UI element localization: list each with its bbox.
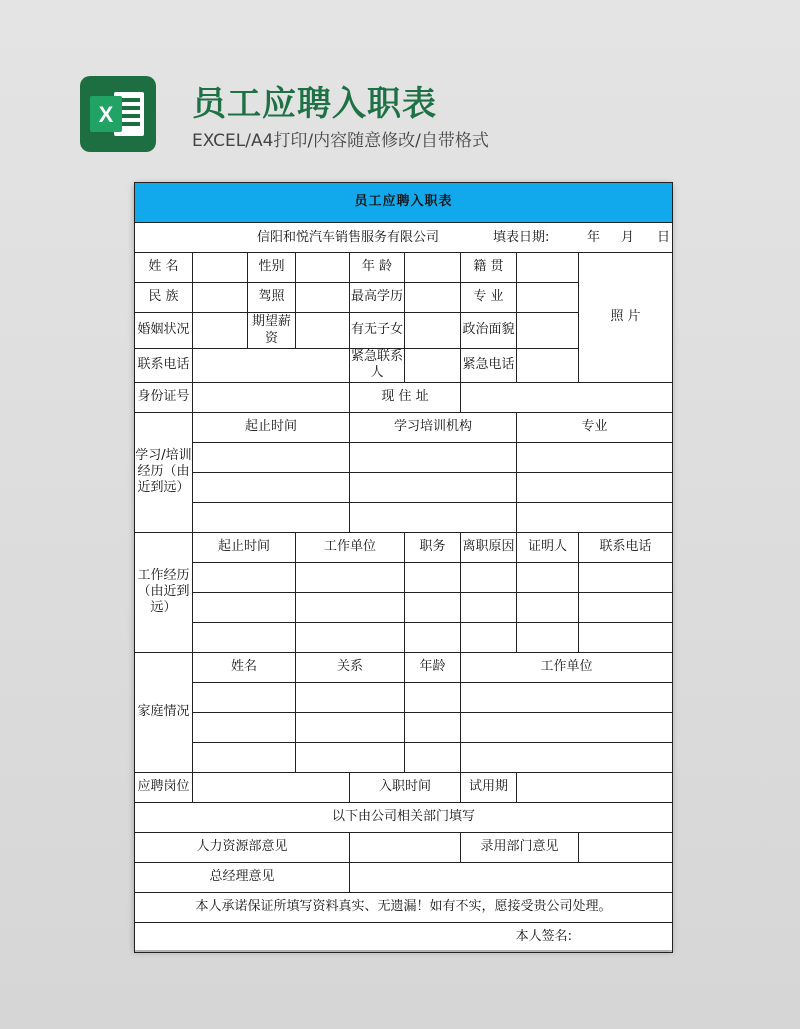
family-cell[interactable] — [461, 682, 673, 712]
field-hr-opinion[interactable] — [350, 832, 461, 862]
family-cell[interactable] — [461, 742, 673, 772]
field-id-number[interactable] — [193, 382, 350, 412]
field-marital[interactable] — [193, 313, 248, 349]
study-cell[interactable] — [350, 502, 517, 532]
family-cell[interactable] — [405, 682, 461, 712]
study-header-period: 起止时间 — [193, 412, 350, 442]
study-header-institution: 学习培训机构 — [350, 412, 517, 442]
work-cell[interactable] — [296, 622, 405, 652]
label-gm-opinion: 总经理意见 — [135, 862, 350, 892]
company-name: 信阳和悦汽车销售服务有限公司 — [257, 229, 440, 245]
form-sheet — [134, 182, 672, 950]
date-year: 年 — [587, 229, 601, 245]
label-id-number: 身份证号 — [135, 382, 193, 412]
page-header — [80, 72, 780, 162]
photo-box[interactable]: 照 片 — [579, 253, 673, 383]
dept-note: 以下由公司相关部门填写 — [135, 802, 673, 832]
field-probation[interactable] — [517, 772, 673, 802]
label-name: 姓 名 — [135, 253, 193, 283]
study-cell[interactable] — [517, 442, 673, 472]
work-cell[interactable] — [405, 562, 461, 592]
family-cell[interactable] — [193, 742, 296, 772]
field-gm-opinion[interactable] — [350, 862, 673, 892]
work-cell[interactable] — [461, 562, 517, 592]
signature-row[interactable] — [135, 922, 673, 952]
field-name[interactable] — [193, 253, 248, 283]
work-header-phone: 联系电话 — [579, 532, 673, 562]
label-entry-time: 入职时间 — [350, 772, 461, 802]
family-cell[interactable] — [296, 682, 405, 712]
field-political[interactable] — [517, 313, 579, 349]
family-header-age: 年龄 — [405, 652, 461, 682]
work-cell[interactable] — [517, 622, 579, 652]
family-cell[interactable] — [405, 712, 461, 742]
work-cell[interactable] — [193, 592, 296, 622]
family-header-employer: 工作单位 — [461, 652, 673, 682]
study-cell[interactable] — [193, 472, 350, 502]
label-marital: 婚姻状况 — [135, 313, 193, 349]
work-cell[interactable] — [193, 562, 296, 592]
field-age[interactable] — [405, 253, 461, 283]
study-header-major: 专业 — [517, 412, 673, 442]
label-political: 政治面貌 — [461, 313, 517, 349]
work-cell[interactable] — [517, 592, 579, 622]
excel-icon — [80, 76, 156, 152]
label-origin: 籍 贯 — [461, 253, 517, 283]
study-cell[interactable] — [517, 472, 673, 502]
label-ethnicity: 民 族 — [135, 283, 193, 313]
field-hiring-dept-opinion[interactable] — [579, 832, 673, 862]
signature-label: 本人签名: — [515, 929, 573, 944]
label-age: 年 龄 — [350, 253, 405, 283]
study-cell[interactable] — [193, 502, 350, 532]
study-history-label: 学习/培训经历（由近到远） — [135, 412, 193, 532]
work-cell[interactable] — [405, 622, 461, 652]
work-cell[interactable] — [517, 562, 579, 592]
label-phone: 联系电话 — [135, 349, 193, 383]
family-cell[interactable] — [193, 682, 296, 712]
label-hr-opinion: 人力资源部意见 — [135, 832, 350, 862]
fill-date-label: 填表日期: — [493, 229, 550, 245]
study-cell[interactable] — [517, 502, 673, 532]
page-subtitle: EXCEL/A4打印/内容随意修改/自带格式 — [192, 131, 489, 151]
company-date-row — [135, 223, 673, 253]
family-cell[interactable] — [405, 742, 461, 772]
field-major[interactable] — [517, 283, 579, 313]
work-header-employer: 工作单位 — [296, 532, 405, 562]
label-major: 专 业 — [461, 283, 517, 313]
label-education: 最高学历 — [350, 283, 405, 313]
label-gender: 性别 — [248, 253, 296, 283]
family-cell[interactable] — [461, 712, 673, 742]
page-title: 员工应聘入职表 — [192, 84, 437, 124]
date-day: 日 — [657, 229, 671, 245]
field-license[interactable] — [296, 283, 350, 313]
label-expected-salary: 期望薪资 — [248, 313, 296, 349]
work-cell[interactable] — [296, 562, 405, 592]
label-address: 现 住 址 — [350, 382, 461, 412]
work-header-leave-reason: 离职原因 — [461, 532, 517, 562]
label-license: 驾照 — [248, 283, 296, 313]
form-title: 员工应聘入职表 — [135, 183, 673, 223]
label-emergency-contact: 紧急联系人 — [350, 349, 403, 381]
family-header-relation: 关系 — [296, 652, 405, 682]
work-history-label: 工作经历（由近到远） — [135, 532, 193, 652]
family-cell[interactable] — [193, 712, 296, 742]
work-cell[interactable] — [461, 592, 517, 622]
date-month: 月 — [621, 229, 635, 245]
family-cell[interactable] — [296, 712, 405, 742]
field-children[interactable] — [405, 313, 461, 349]
work-header-reference: 证明人 — [517, 532, 579, 562]
work-cell[interactable] — [296, 592, 405, 622]
excel-icon-letter: X — [98, 102, 114, 127]
application-form — [134, 182, 673, 953]
field-ethnicity[interactable] — [193, 283, 248, 313]
work-cell[interactable] — [405, 592, 461, 622]
study-cell[interactable] — [350, 442, 517, 472]
field-emergency-phone[interactable] — [517, 349, 579, 383]
work-header-period: 起止时间 — [193, 532, 296, 562]
field-phone[interactable] — [193, 349, 350, 383]
field-gender[interactable] — [296, 253, 350, 283]
label-children: 有无子女 — [350, 313, 405, 349]
label-hiring-dept-opinion: 录用部门意见 — [461, 832, 579, 862]
promise-statement: 本人承诺保证所填写资料真实、无遗漏！如有不实，愿接受贵公司处理。 — [135, 892, 673, 922]
work-cell[interactable] — [579, 592, 673, 622]
work-cell[interactable] — [461, 622, 517, 652]
family-label: 家庭情况 — [135, 652, 193, 772]
label-position: 应聘岗位 — [135, 772, 193, 802]
work-cell[interactable] — [579, 622, 673, 652]
field-position[interactable] — [193, 772, 350, 802]
field-origin[interactable] — [517, 253, 579, 283]
family-header-name: 姓名 — [193, 652, 296, 682]
field-address[interactable] — [461, 382, 673, 412]
study-cell[interactable] — [193, 442, 350, 472]
study-cell[interactable] — [350, 472, 517, 502]
work-header-title: 职务 — [405, 532, 461, 562]
label-emergency-phone: 紧急电话 — [461, 349, 517, 383]
field-emergency-contact[interactable] — [405, 349, 461, 383]
label-probation: 试用期 — [461, 772, 517, 802]
work-cell[interactable] — [193, 622, 296, 652]
family-cell[interactable] — [296, 742, 405, 772]
field-expected-salary[interactable] — [296, 313, 350, 349]
field-education[interactable] — [405, 283, 461, 313]
work-cell[interactable] — [579, 562, 673, 592]
